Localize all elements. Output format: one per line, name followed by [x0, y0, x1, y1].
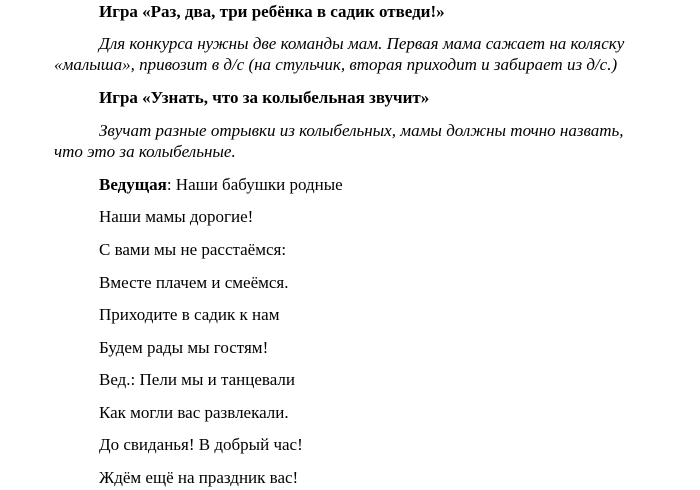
game2-title: Игра «Узнать, что за колыбельная звучит» [99, 88, 430, 107]
verse-line: Как могли вас развлекали. [99, 403, 289, 422]
verse-line: Будем рады мы гостям! [99, 338, 269, 357]
verse-line: Вместе плачем и смеёмся. [99, 273, 289, 292]
game1-title: Игра «Раз, два, три ребёнка в садик отведи!» [99, 2, 445, 21]
speaker-label: Ведущая [99, 175, 167, 194]
game1-description-line2: «малыша», привозит в д/с (на стульчик, вторая приходит и забирает из д/с.) [54, 55, 618, 74]
verse-line: Вед.: Пели мы и танцевали [99, 370, 295, 389]
verse-line: С вами мы не расстаёмся: [99, 240, 287, 259]
speaker-text: : Наши бабушки родные [166, 175, 343, 194]
verse-line: Приходите в садик к нам [99, 305, 280, 324]
verse-line: До свиданья! В добрый час! [99, 435, 303, 454]
verse-line: Наши мамы дорогие! [99, 207, 254, 226]
verse-line-speaker [99, 175, 343, 195]
verse-line: Ждём ещё на праздник вас! [99, 468, 299, 487]
game1-description-line1: Для конкурса нужны две команды мам. Первая мама сажает на коляску [99, 34, 625, 53]
game2-description-line2: что это за колыбельные. [54, 142, 236, 161]
game2-description-line1: Звучат разные отрывки из колыбельных, мамы должны точно назвать, [99, 121, 624, 140]
